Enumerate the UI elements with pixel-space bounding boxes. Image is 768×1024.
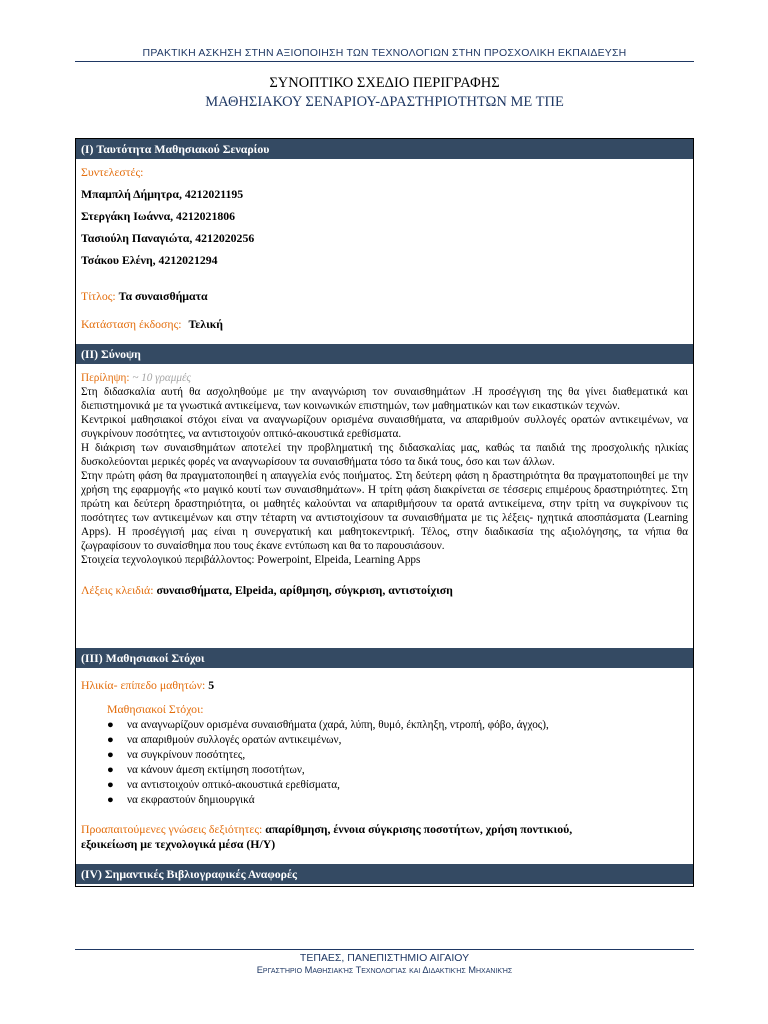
- summary-paragraph-1: Στη διδασκαλία αυτή θα ασχοληθούμε με την αναγνώριση τον συναισθημάτων .Η προσέγγιση της θα γίνει διαθεματικά και διεπιστημονικά με τα γνωστικά αντικείμενα, των κοινωνικών επιστημών, των μαθηματικών και των εικαστικών τεχνών.: [81, 386, 688, 412]
- title-line-2: ΜΑΘΗΣΙΑΚΟΥ ΣΕΝΑΡΙΟΥ-ΔΡΑΣΤΗΡΙΟΤΗΤΩΝ ΜΕ ΤΠΕ: [205, 94, 564, 110]
- footer-line-2: Εργαστήριο Μαθησιακής Τεχνολογίας και Διδακτικής Μηχανικής: [256, 965, 513, 975]
- goal-item: ● να συγκρίνουν ποσότητες,: [107, 749, 246, 761]
- prereq-block: [81, 822, 688, 852]
- summary-paragraph-4: Στην πρώτη φάση θα πραγματοποιηθεί η απαγγελία ενός ποιήματος. Στη δεύτερη φάση η δραστηριότητα θα πραγματοποιηθεί με την χρήση της εφαρμογής «το μαγικό κουτί των συναισθημάτων». Η τρίτη φάση διακρίνεται σε τέσσερις επιμέρους δραστηριότητες. Στη πρώτη και δεύτερη δραστηριότητα, οι μαθητές καλούνται να απαριθμήσουν τα ορατά αντικείμενα, στην τρίτη να συγκρίνουν τις ποσότητες των αντικειμένων και στην τέταρτη να αντιστοιχίσουν τα συναισθήματα με τις λέξεις- ηχητικά αποσπάσματα (Learning Apps). Η προσέγγισή μας είναι η συνεργατική και μαθητοκεντρική. Τέλος, στην διαδικασία της αξιολόγησης, τα νήπια θα ζωγραφίσουν το συναίσθημα που τους έκανε εντύπωση και θα το παρουσιάσουν.: [81, 470, 688, 552]
- goals-list: [81, 718, 688, 808]
- keywords-row: [81, 579, 688, 601]
- author-1: Μπαμπλή Δήμητρα, 4212021195: [81, 187, 244, 201]
- section-1-body: [76, 161, 693, 335]
- scenario-title-value: Τα συναισθήματα: [118, 289, 208, 303]
- prereq-value-1: απαρίθμηση, έννοια σύγκρισης ποσοτήτων, χρήση ποντικιού,: [265, 822, 573, 836]
- prereq-line-1: [81, 822, 688, 837]
- goal-item: ● να εκφραστούν δημιουργικά: [107, 794, 255, 806]
- version-status-row: [81, 313, 688, 335]
- document-title: [75, 74, 694, 112]
- footer-line-1: ΤΕΠΑΕΣ, ΠΑΝΕΠΙΣΤΗΜΙΟ ΑΙΓΑΙΟΥ: [299, 952, 470, 964]
- summary-paragraph-3: Η διάκριση των συναισθημάτων αποτελεί την προβληματική της διδασκαλίας μας, καθώς τα παιδιά της προσχολικής ηλικίας δυσκολεύονται μερικές φορές να αναγνωρίσουν τα συναισθήματα τόσο τα δικά τους, όσο και των άλλων.: [81, 442, 688, 468]
- summary-paragraph-2: Κεντρικοί μαθησιακοί στόχοι είναι να αναγνωρίζουν ορισμένα συναισθήματα, να απαριθμούν συλλογές ορατών αντικειμένων, να συγκρίνουν ποσότητες, να αντιστοιχούν οπτικό-ακουστικά ερεθίσματα.: [81, 414, 688, 440]
- scenario-title-label: Τίτλος:: [81, 289, 116, 303]
- goal-item: ● να κάνουν άμεση εκτίμηση ποσοτήτων,: [107, 764, 305, 776]
- header-rule: [75, 61, 694, 62]
- bullet-icon: ●: [107, 719, 114, 731]
- section-2-heading: (II) Σύνοψη: [76, 344, 693, 364]
- goal-item: ● να απαριθμούν συλλογές ορατών αντικειμένων,: [107, 734, 342, 746]
- bullet-icon: ●: [107, 779, 114, 791]
- title-line-1: ΣΥΝΟΠΤΙΚΟ ΣΧΕΔΙΟ ΠΕΡΙΓΡΑΦΗΣ: [269, 75, 500, 91]
- section-4-heading: (IV) Σημαντικές Βιβλιογραφικές Αναφορές: [76, 864, 693, 884]
- summary-paragraph-5: Στοιχεία τεχνολογικού περιβάλλοντος: Powerpoint, Elpeida, Learning Apps: [81, 554, 421, 566]
- goal-item: ● να αναγνωρίζουν ορισμένα συναισθήματα (χαρά, λύπη, θυμό, έκπληξη, ντροπή, φόβο, άγχος),: [107, 719, 549, 731]
- running-header: ΠΡΑΚΤΙΚΗ ΑΣΚΗΣΗ ΣΤΗΝ ΑΞΙΟΠΟΙΗΣΗ ΤΩΝ ΤΕΧΝΟΛΟΓΙΩΝ ΣΤΗΝ ΠΡΟΣΧΟΛΙΚΗ ΕΚΠΑΙΔΕΥΣΗ: [142, 47, 627, 59]
- form-frame: [75, 138, 694, 887]
- goal-item: ● να αντιστοιχούν οπτικό-ακουστικά ερεθίσματα,: [107, 779, 340, 791]
- section-2-body: [76, 371, 693, 601]
- bullet-icon: ●: [107, 764, 114, 776]
- bullet-icon: ●: [107, 749, 114, 761]
- age-row: [81, 674, 688, 696]
- summary-label: Περίληψη:: [81, 372, 130, 384]
- author-4: Τσάκου Ελένη, 4212021294: [81, 253, 218, 267]
- version-status-value: Τελική: [188, 317, 224, 331]
- version-status-label: Κατάσταση έκδοσης:: [81, 317, 182, 331]
- bullet-icon: ●: [107, 794, 114, 806]
- age-value: 5: [208, 678, 215, 692]
- keywords-label: Λέξεις κλειδιά:: [81, 583, 154, 597]
- keywords-value: συναισθήματα, Elpeida, αρίθμηση, σύγκριση, αντιστοίχιση: [156, 583, 453, 597]
- prereq-value-2: εξοικείωση με τεχνολογικά μέσα (Η/Υ): [81, 837, 276, 851]
- section-3-heading: (III) Μαθησιακοί Στόχοι: [76, 648, 693, 668]
- age-label: Ηλικία- επίπεδο μαθητών:: [81, 678, 206, 692]
- prereq-label: Προαπαιτούμενες γνώσεις δεξιότητες:: [81, 822, 263, 836]
- section-3-body: [76, 674, 693, 852]
- bullet-icon: ●: [107, 734, 114, 746]
- goals-label: Μαθησιακοί Στόχοι:: [107, 702, 204, 716]
- authors-label: Συντελεστές:: [81, 165, 144, 179]
- footer-rule: [75, 949, 694, 950]
- author-2: Στεργάκη Ιωάννα, 4212021806: [81, 209, 236, 223]
- scenario-title-row: [81, 285, 688, 307]
- summary-label-row: [81, 371, 688, 385]
- summary-hint: ~ 10 γραμμές: [132, 372, 191, 384]
- author-3: Τασιούλη Παναγιώτα, 4212020256: [81, 231, 255, 245]
- section-1-heading: (I) Ταυτότητα Μαθησιακού Σεναρίου: [76, 139, 693, 159]
